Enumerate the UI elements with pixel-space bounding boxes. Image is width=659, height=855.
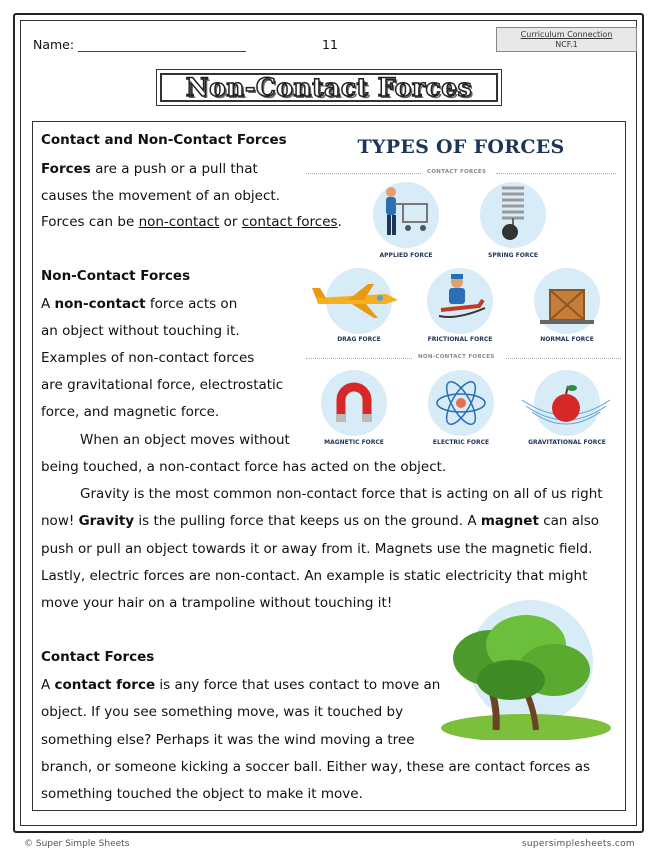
text-span: A: [41, 677, 55, 693]
divider: [306, 358, 412, 359]
footer-website: supersimplesheets.com: [521, 839, 635, 849]
text-span: now!: [41, 513, 79, 529]
text-span: Forces can be: [41, 214, 139, 230]
curriculum-box: [496, 27, 637, 52]
paragraph-line: something touched the object to make it move.: [41, 786, 363, 802]
contact-forces-label: CONTACT FORCES: [427, 169, 487, 175]
item-label: FRICTIONAL FORCE: [427, 336, 493, 343]
text-span: is the pulling force that keeps us on the ground. A: [134, 513, 481, 529]
paragraph-line: branch, or someone kicking a soccer ball. Either way, these are contact forces as: [41, 759, 591, 775]
name-label: Name:: [33, 37, 75, 52]
page-title: Non-Contact Forces: [185, 73, 473, 102]
curriculum-code: NCF.1: [555, 40, 578, 49]
paragraph-line: Examples of non-contact forces: [41, 350, 255, 366]
text-span: are a push or a pull that: [90, 161, 258, 177]
section-heading-contact-noncontact: Contact and Non-Contact Forces: [41, 132, 287, 148]
paragraph-line: [41, 672, 440, 699]
paragraph-line: something else? Perhaps it was the wind moving a tree: [41, 732, 415, 748]
bold-term: non-contact: [54, 296, 146, 312]
item-label: NORMAL FORCE: [540, 336, 594, 343]
infographic-title: TYPES OF FORCES: [357, 136, 565, 158]
bold-term: magnet: [480, 513, 539, 529]
bold-term: Forces: [41, 161, 91, 177]
paragraph-line: causes the movement of an object.: [41, 188, 280, 204]
paragraph-line: [41, 508, 599, 535]
item-label: DRAG FORCE: [337, 336, 381, 343]
item-label: MAGNETIC FORCE: [324, 439, 384, 446]
text-span: force acts on: [145, 296, 238, 312]
page-number: 11: [322, 37, 338, 52]
sled-icon: [427, 268, 493, 334]
magnet-icon: [321, 370, 387, 436]
paragraph-line: being touched, a non-contact force has acted on the object.: [41, 459, 447, 475]
bold-term: contact force: [54, 677, 156, 693]
shopping-cart-icon: [373, 182, 439, 248]
paragraph-line: [41, 156, 258, 183]
crate-icon: [534, 268, 600, 334]
paragraph-line: force, and magnetic force.: [41, 404, 220, 420]
paragraph-line: move your hair on a trampoline without touching it!: [41, 595, 393, 611]
apple-icon: [516, 370, 616, 436]
wind-tree-illustration: [436, 600, 611, 740]
paragraph-line: object. If you see something move, was it touched by: [41, 704, 404, 720]
paragraph-line: push or pull an object towards it or away from it. Magnets use the magnetic field.: [41, 541, 593, 557]
item-label: APPLIED FORCE: [379, 252, 433, 259]
name-blank[interactable]: [78, 39, 246, 52]
curriculum-title: Curriculum Connection: [520, 30, 613, 39]
divider: [306, 173, 421, 174]
name-field[interactable]: [33, 37, 246, 52]
footer-copyright: © Super Simple Sheets: [24, 839, 130, 849]
divider: [496, 173, 616, 174]
item-label: ELECTRIC FORCE: [432, 439, 490, 446]
text-span: .: [337, 214, 342, 230]
noncontact-forces-label: NON-CONTACT FORCES: [418, 354, 495, 360]
types-of-forces-infographic: [306, 130, 624, 458]
paragraph-line: an object without touching it.: [41, 323, 240, 339]
section-heading-contact: Contact Forces: [41, 649, 155, 665]
text-span: A: [41, 296, 55, 312]
text-span: can also: [538, 513, 600, 529]
section-heading-noncontact: Non-Contact Forces: [41, 268, 191, 284]
bold-term: Gravity: [78, 513, 135, 529]
paragraph-line: When an object moves without: [80, 432, 290, 448]
paragraph-line: Lastly, electric forces are non-contact. An example is static electricity that might: [41, 568, 588, 584]
title-banner: [156, 69, 502, 106]
paragraph-line: [41, 209, 342, 236]
paragraph-line: Gravity is the most common non-contact force that is acting on all of us right: [80, 486, 603, 502]
text-span: or: [219, 214, 242, 230]
paragraph-line: are gravitational force, electrostatic: [41, 377, 284, 393]
spring-icon: [480, 182, 546, 248]
divider: [506, 358, 621, 359]
underlined-term: non-contact: [138, 214, 220, 230]
airplane-icon: [308, 280, 408, 325]
underlined-term: contact forces: [241, 214, 338, 230]
item-label: GRAVITATIONAL FORCE: [528, 439, 606, 446]
atom-icon: [428, 370, 494, 436]
paragraph-line: [41, 291, 237, 318]
item-label: SPRING FORCE: [488, 252, 538, 259]
text-span: is any force that uses contact to move an: [155, 677, 441, 693]
